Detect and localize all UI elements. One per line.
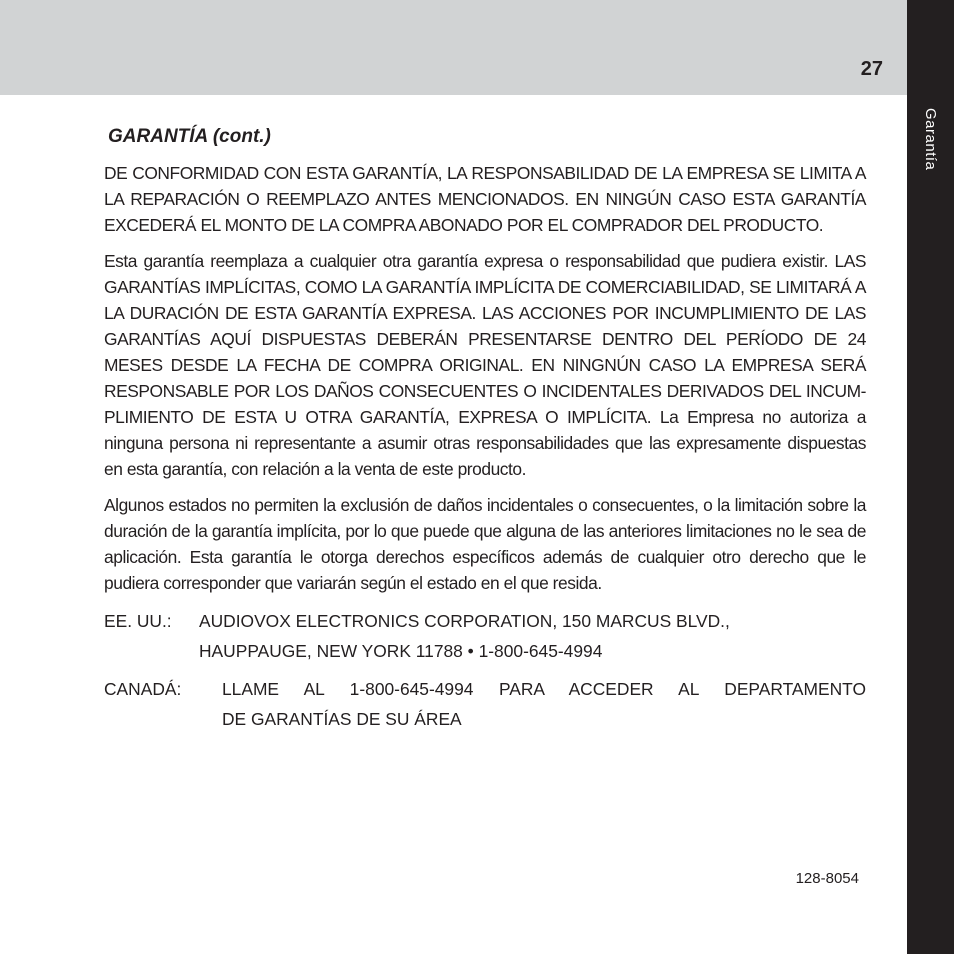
contact-usa-line2: HAUPPAUGE, NEW YORK 11788 • 1-800-645-4994 bbox=[199, 641, 603, 661]
contact-usa-label: EE. UU.: bbox=[104, 611, 172, 631]
paragraph-state-rights: Algunos estados no permiten la exclusión de daños incidentales o consecuentes, o la limitación sobre la duración de la garantía implícita, por lo que puede que alguna de las anteriores limitaciones no le sea de aplicación. Esta garantía le otorga derechos específicos además de cualquier otro derecho que le pudiera corresponder que variarán según el estado en el que resida. bbox=[104, 495, 866, 593]
paragraph-implied-warranties: Esta garantía reemplaza a cualquier otra garantía expresa o responsabilidad que pudiera existir. LAS GARANTÍAS IMPLÍCITAS, COMO LA GARANTÍA IMPLÍCITA DE COMERCIABILIDAD, SE LIMITARÁ A LA DURACIÓN DE ESTA GARANTÍA EXPRESA. LAS ACCIONES POR INCUMPLIMIENTO DE LAS GARANTÍAS AQUÍ DISPUESTAS DEBERÁN PRESENTARSE DENTRO DEL PERÍODO DE 24 MESES DESDE LA FECHA DE COMPRA ORIGINAL. EN NINGNÚN CASO LA EMPRESA SERÁ RESPONSABLE POR LOS DAÑOS CONSECUENTES O INCIDENTALES DERIVADOS DEL INCUM-PLIMIENTO DE ESTA U OTRA GARANTÍA, EXPRESA O IMPLÍCITA. La Empresa no autoriza a ninguna persona ni representante a asumir otras responsabilidades que las expresamente dispuestas en esta garantía, con relación a la venta de este producto. bbox=[104, 251, 866, 479]
contact-usa-address bbox=[199, 606, 866, 666]
contact-canada bbox=[104, 674, 866, 734]
contact-usa bbox=[104, 606, 866, 666]
paragraph-limitation: DE CONFORMIDAD CON ESTA GARANTÍA, LA RESPONSABILIDAD DE LA EMPRESA SE LIMITA A LA REPARACIÓN O REEMPLAZO ANTES MENCIONADOS. EN NINGÚN CASO ESTA GARANTÍA EXCEDERÁ EL MONTO DE LA COMPRA ABONADO POR EL COMPRADOR DEL PRODUCTO. bbox=[104, 163, 866, 235]
footer-code: 128-8054 bbox=[795, 870, 859, 887]
contact-canada-text bbox=[222, 674, 866, 734]
header-band bbox=[0, 0, 907, 95]
contact-canada-line2: DE GARANTÍAS DE SU ÁREA bbox=[222, 709, 462, 729]
side-tab-label: Garantía bbox=[922, 108, 939, 171]
contact-canada-line1: LLAME AL 1-800-645-4994 PARA ACCEDER AL DEPARTAMENTO bbox=[222, 679, 866, 699]
section-title: GARANTÍA (cont.) bbox=[108, 126, 271, 147]
page-number: 27 bbox=[860, 58, 883, 80]
side-tab bbox=[907, 0, 954, 954]
contact-usa-line1: AUDIOVOX ELECTRONICS CORPORATION, 150 MARCUS BLVD., bbox=[199, 611, 730, 631]
contact-canada-label: CANADÁ: bbox=[104, 679, 182, 699]
warranty-content bbox=[104, 126, 866, 742]
